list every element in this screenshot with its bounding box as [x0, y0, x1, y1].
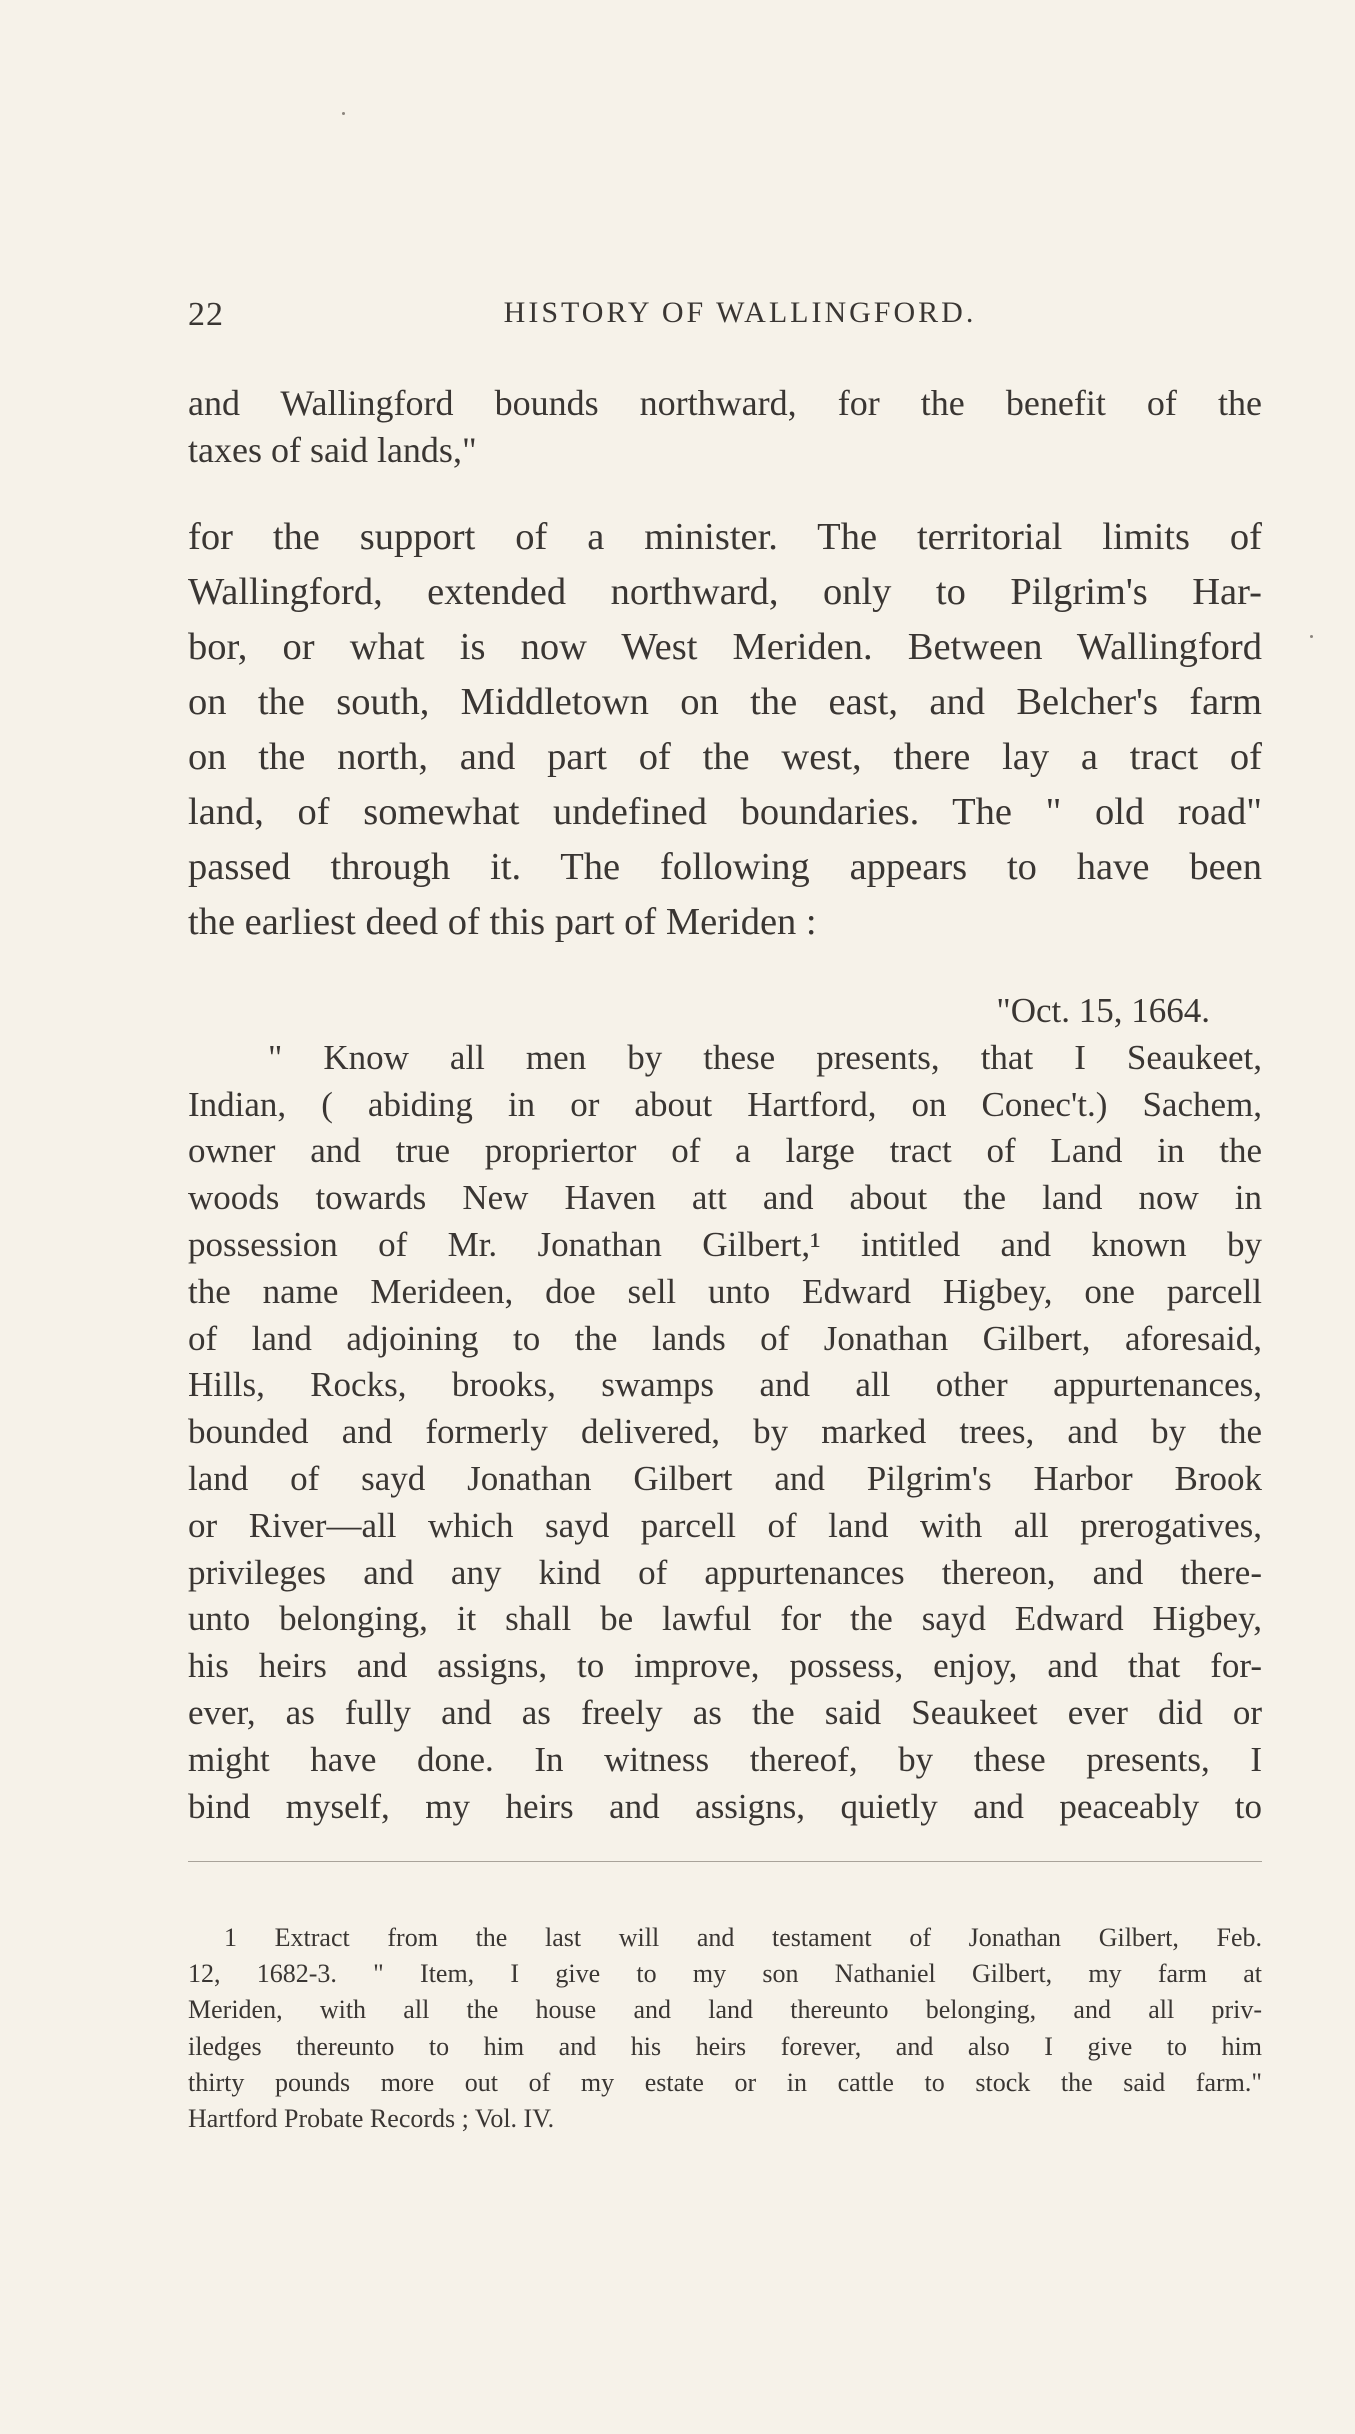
footnote-line: 12, 1682-3. " Item, I give to my son Nathaniel Gilbert, my farm at [188, 1959, 1262, 1989]
footnote-divider [188, 1861, 1262, 1862]
footnote-line: Meriden, with all the house and land thereunto belonging, and all priv- [188, 1995, 1262, 2025]
running-head: HISTORY OF WALLINGFORD. [503, 296, 977, 329]
footnote-line: Hartford Probate Records ; Vol. IV. [188, 2103, 555, 2133]
text-line: for the support of a minister. The territorial limits of [188, 516, 1262, 558]
text-line: " Know all men by these presents, that I Seaukeet, [268, 1037, 1262, 1077]
text-line: the earliest deed of this part of Meriden : [188, 901, 817, 943]
text-line: and Wallingford bounds northward, for the benefit of the [188, 383, 1262, 423]
text-line: Indian, ( abiding in or about Hartford, on Conec't.) Sachem, [188, 1084, 1262, 1124]
text-line: his heirs and assigns, to improve, possess, enjoy, and that for- [188, 1646, 1262, 1686]
text-line: on the south, Middletown on the east, and Belcher's farm [188, 681, 1262, 723]
paper-speck [342, 112, 345, 115]
deed-date: "Oct. 15, 1664. [996, 991, 1210, 1030]
text-line: owner and true propriertor of a large tract of Land in the [188, 1131, 1262, 1171]
text-line: possession of Mr. Jonathan Gilbert,¹ intitled and known by [188, 1224, 1262, 1264]
text-line: land of sayd Jonathan Gilbert and Pilgrim's Harbor Brook [188, 1458, 1262, 1498]
body-paragraph [188, 510, 1262, 950]
text-line: unto belonging, it shall be lawful for the sayd Edward Higbey, [188, 1599, 1262, 1639]
text-line: land, of somewhat undefined boundaries. The " old road" [188, 791, 1262, 833]
text-line: bind myself, my heirs and assigns, quietly and peaceably to [188, 1786, 1262, 1826]
paper-speck [1310, 635, 1313, 638]
text-line: bounded and formerly delivered, by marked trees, and by the [188, 1412, 1262, 1452]
footnote-line: thirty pounds more out of my estate or in cattle to stock the said farm." [188, 2067, 1262, 2097]
text-line: on the north, and part of the west, there lay a tract of [188, 736, 1262, 778]
text-line: privileges and any kind of appurtenances thereon, and there- [188, 1552, 1262, 1592]
deed-quotation [188, 988, 1262, 1830]
text-line: woods towards New Haven att and about the land now in [188, 1178, 1262, 1218]
page-header [188, 296, 1262, 336]
text-line: taxes of said lands," [188, 430, 477, 470]
footnote [188, 1920, 1262, 2137]
quoted-passage [188, 380, 1262, 474]
text-line: Hills, Rocks, brooks, swamps and all other appurtenances, [188, 1365, 1262, 1405]
text-line: the name Merideen, doe sell unto Edward Higbey, one parcell [188, 1271, 1262, 1311]
text-line: passed through it. The following appears to have been [188, 846, 1262, 888]
page-number: 22 [188, 296, 224, 333]
footnote-line: 1 Extract from the last will and testament of Jonathan Gilbert, Feb. [224, 1923, 1262, 1952]
text-line: bor, or what is now West Meriden. Between Wallingford [188, 626, 1262, 668]
footnote-line: iledges thereunto to him and his heirs forever, and also I give to him [188, 2031, 1262, 2061]
text-line: might have done. In witness thereof, by these presents, I [188, 1739, 1262, 1779]
text-line: Wallingford, extended northward, only to Pilgrim's Har- [188, 571, 1262, 613]
text-line: or River—all which sayd parcell of land with all prerogatives, [188, 1505, 1262, 1545]
text-line: ever, as fully and as freely as the said Seaukeet ever did or [188, 1692, 1262, 1732]
text-line: of land adjoining to the lands of Jonathan Gilbert, aforesaid, [188, 1318, 1262, 1358]
